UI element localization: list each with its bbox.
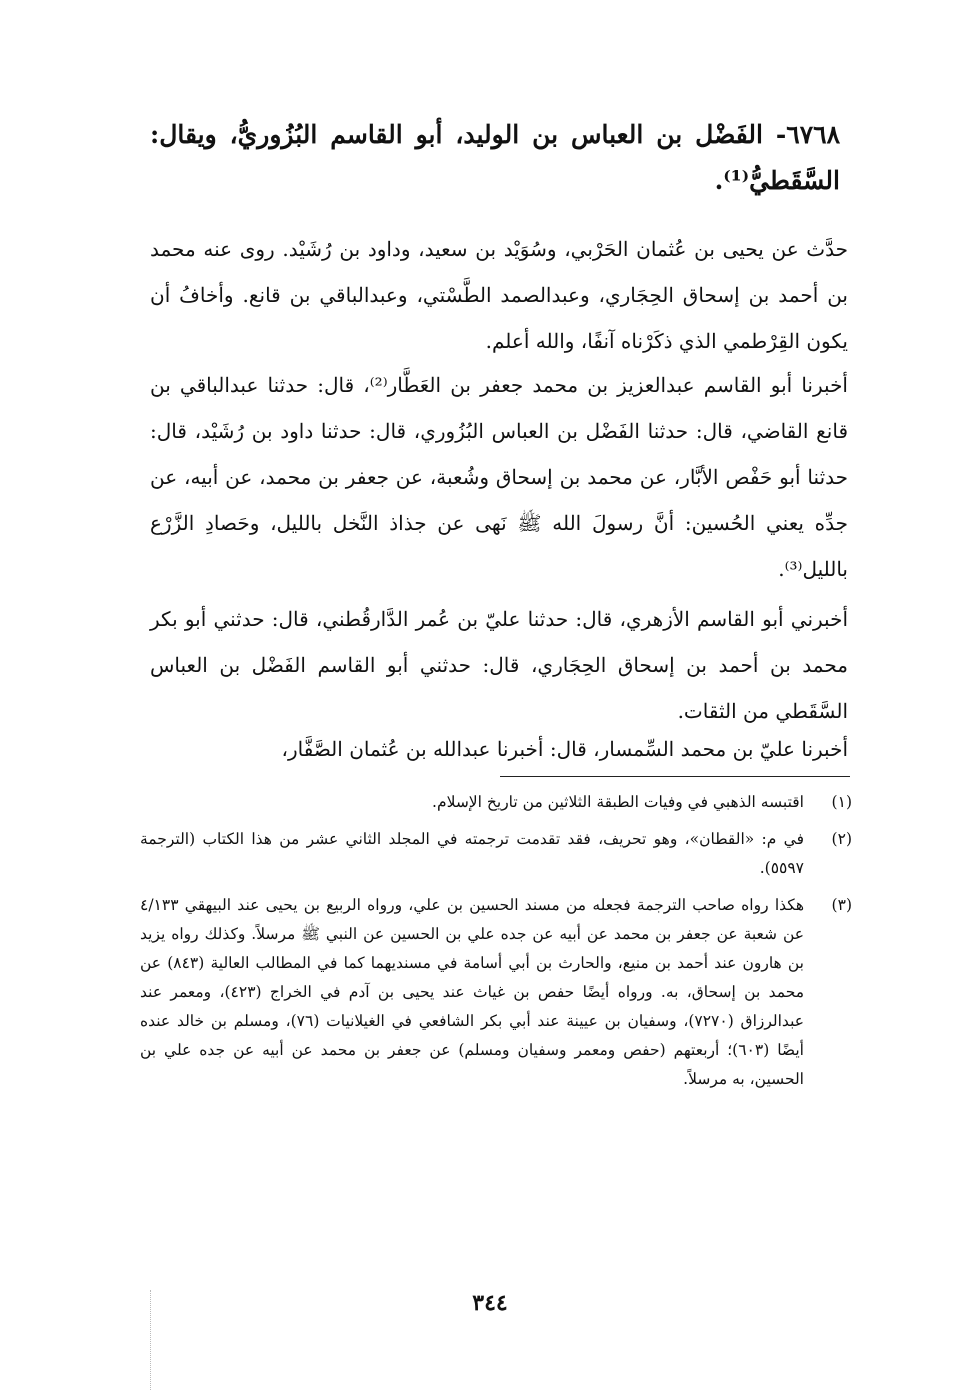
- footnote-number: (١): [831, 793, 852, 811]
- scan-margin-dots: [150, 1290, 165, 1390]
- footnotes-section: [140, 788, 852, 1102]
- body-paragraph-3: أخبرني أبو القاسم الأزهري، قال: حدثنا عليّ بن عُمر الدَّارقُطني، قال: حدثني أبو بكر محمد بن أحمد بن إسحاق الحِجَاري، قال: حدثني أبو القاسم الفَضْل بن العباس السَّقَطي من الثقات.: [150, 607, 848, 723]
- footnote-number: (٢): [831, 830, 852, 848]
- entry-heading: ٦٧٦٨- الفَضْل بن العباس بن الوليد، أبو القاسم البُزُوريُّ، ويقال: السَّقَطيُّ⁽¹⁾.: [150, 120, 840, 195]
- footnote-separator: [500, 776, 850, 777]
- footnote-1: [140, 788, 852, 817]
- body-paragraph-1: حدَّث عن يحيى بن عُثمان الحَرْبي، وسُوَيْد بن سعيد، وداود بن رُشَيْد. روى عنه محمد بن أحمد بن إسحاق الحِجَاري، وعبدالصمد الطَّسْتي، وعبدالباقي بن قانع. وأخافُ أن يكون القِرْطمي الذي ذكَرْناه آنفًا، والله أعلم.: [150, 237, 848, 353]
- footnote-2: [140, 825, 852, 883]
- body-paragraph-4: أخبرنا عليّ بن محمد السِّمسار، قال: أخبرنا عبدالله بن عُثمان الصَّفَّار،: [281, 737, 848, 761]
- footnote-3: [140, 891, 852, 1094]
- footnote-number: (٣): [831, 896, 852, 914]
- footnote-text: هكذا رواه صاحب الترجمة فجعله من مسند الحسين بن علي، ورواه الربيع بن يحيى عند البيهقي ٤/١٣٣ عن شعبة عن جعفر بن محمد عن أبيه عن جده علي بن الحسين عن النبي ﷺ مرسلاً. وكذلك رواه يزيد بن هارون عند أحمد بن منيع، والحارث بن أبي أسامة في مسنديهما كما في المطالب العالية (٨٤٣) عن محمد بن إسحاق، به. ورواه أيضًا حفص بن غياث عند يحيى بن آدم في الخراج (٤٢٣)، ومعمر عند عبدالرزاق (٧٢٧٠)، وسفيان بن عيينة عند أبي بكر الشافعي في الغيلانيات (٧٦)، ومسلم بن خالد عنده أيضًا (٦٠٣)؛ أربعتهم (حفص ومعمر وسفيان ومسلم) عن جعفر بن محمد عن أبيه عن جده علي بن الحسين، به مرسلاً.: [140, 896, 804, 1088]
- footnote-text: في م: «القطان»، وهو تحريف، فقد تقدمت ترجمته في المجلد الثاني عشر من هذا الكتاب (الترجمة ٥٥٩٧).: [140, 830, 804, 877]
- page-number: ٣٤٤: [472, 1290, 508, 1316]
- footnote-text: اقتبسه الذهبي في وفيات الطبقة الثلاثين من تاريخ الإسلام.: [432, 793, 804, 811]
- body-paragraph-2: أخبرنا أبو القاسم عبدالعزيز بن محمد جعفر بن العَطَّار⁽²⁾، قال: حدثنا عبدالباقي بن قانع القاضي، قال: حدثنا الفَضْل بن العباس البُزُوري، قال: حدثنا داود بن رُشَيْد، قال: حدثنا أبو حَفْص الأبَّار، عن محمد بن إسحاق وشُعبة، عن جعفر بن محمد، عن أبيه، عن جدِّه يعني الحُسين: أنَّ رسولَ الله ﷺ نَهى عن جذاذ النَّخل بالليل، وحَصادِ الزَّرْع بالليل⁽³⁾.: [150, 373, 849, 581]
